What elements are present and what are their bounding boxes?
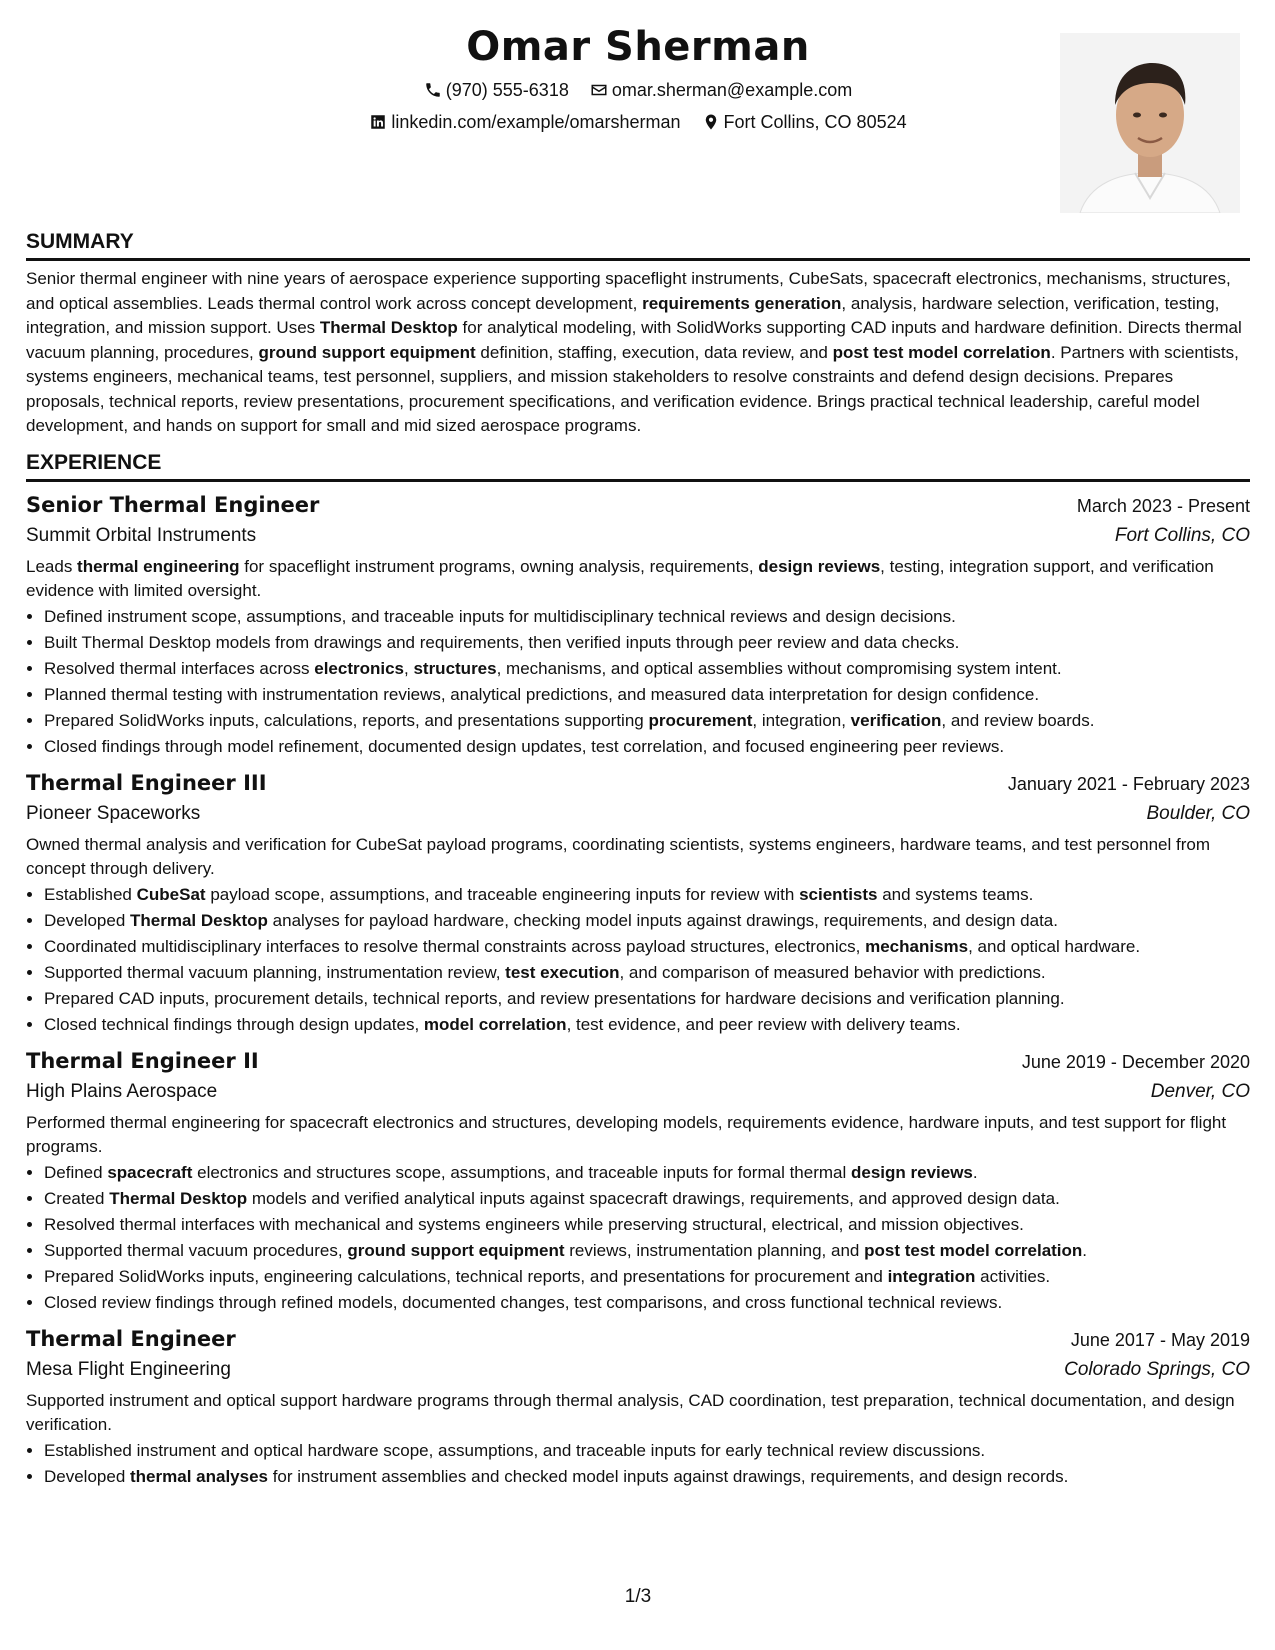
job-title: Thermal Engineer — [26, 1326, 236, 1351]
profile-photo — [1060, 33, 1240, 213]
text-run: Closed findings through model refinement, documented design updates, test correlation, and focused engineering peer reviews. — [44, 737, 1005, 756]
text-run: Senior thermal engineer with nine years of aerospace experience supporting spaceflight instruments, CubeSats, spacecraft electronics, mechanisms, structures, and optical assemblies. Leads thermal control work across concept development, — [26, 269, 1231, 313]
text-run: electronics and structures scope, assumptions, and traceable inputs for formal thermal — [192, 1163, 851, 1182]
job-description — [26, 555, 1250, 604]
achievement-item — [44, 1239, 1250, 1264]
linkedin-icon — [369, 113, 387, 131]
text-run: activities. — [975, 1267, 1051, 1286]
job-description — [26, 833, 1250, 882]
email-text: omar.sherman@example.com — [611, 80, 853, 100]
achievement-item — [44, 1465, 1250, 1490]
emphasis-text: Thermal Desktop — [130, 911, 268, 930]
job-header — [26, 1046, 1250, 1077]
job-subheader — [26, 1355, 1250, 1385]
text-run: and systems teams. — [877, 885, 1034, 904]
company-name: High Plains Aerospace — [26, 1080, 218, 1102]
text-run: Resolved thermal interfaces with mechanical and systems engineers while preserving structural, electrical, and mission objectives. — [44, 1215, 1024, 1234]
job-header — [26, 768, 1250, 799]
text-run: for instrument assemblies and checked model inputs against drawings, requirements, and design records. — [267, 1467, 1069, 1486]
text-run: Resolved thermal interfaces across — [44, 659, 315, 678]
job-title: Thermal Engineer II — [26, 1048, 259, 1073]
achievement-list — [26, 1439, 1250, 1490]
job-header — [26, 1324, 1250, 1355]
emphasis-text: post test model correlation — [864, 1241, 1083, 1260]
contact-linkedin[interactable] — [369, 110, 680, 134]
achievement-item — [44, 1213, 1250, 1238]
text-run: , integration, — [752, 711, 851, 730]
text-run: Supported thermal vacuum procedures, — [44, 1241, 348, 1260]
achievement-list — [26, 1161, 1250, 1316]
text-run: . Partners with scientists, systems engineers, mechanical teams, test personnel, suppliers, and mission stakeholders to resolve constraints and defend design decisions. Prepares proposals, technical reports, review presentations, procurement specifications, and verification evidence. Brings practical technical leadership, careful model development, and hands on support for small and mid sized aerospace programs. — [26, 342, 1239, 435]
emphasis-text: structures — [413, 659, 497, 678]
experience-section — [26, 449, 1250, 1490]
summary-section — [26, 228, 1250, 439]
job-entry — [26, 1046, 1250, 1316]
job-subheader — [26, 799, 1250, 829]
job-header — [26, 490, 1250, 521]
text-run: , testing, integration support, and verification evidence with limited oversight. — [26, 556, 1214, 600]
emphasis-text: mechanisms — [865, 937, 969, 956]
text-run: , mechanisms, and optical assemblies without compromising system intent. — [496, 659, 1062, 678]
achievement-item — [44, 987, 1250, 1012]
emphasis-text: ground support equipment — [347, 1241, 565, 1260]
text-run: Performed thermal engineering for spacecraft electronics and structures, developing models, requirements evidence, hardware inputs, and test support for flight programs. — [26, 1112, 1227, 1156]
job-title: Senior Thermal Engineer — [26, 492, 320, 517]
text-run: reviews, instrumentation planning, and — [564, 1241, 865, 1260]
company-name: Summit Orbital Instruments — [26, 524, 257, 546]
text-run: Built Thermal Desktop models from drawings and requirements, then verified inputs through peer review and data checks. — [44, 633, 960, 652]
emphasis-text: Thermal Desktop — [109, 1189, 248, 1208]
resume-header — [26, 0, 1250, 218]
text-run: , analysis, hardware selection, verification, testing, integration, and mission support. Uses — [26, 293, 1220, 337]
company-name: Pioneer Spaceworks — [26, 802, 201, 824]
job-location: Boulder, CO — [1146, 802, 1250, 824]
job-subheader — [26, 521, 1250, 551]
emphasis-text: integration — [887, 1267, 976, 1286]
text-run: analyses for payload hardware, checking model inputs against drawings, requirements, and design data. — [267, 911, 1058, 930]
text-run: for analytical modeling, with SolidWorks supporting CAD inputs and hardware definition. Directs thermal vacuum planning, procedures, — [26, 318, 1242, 362]
achievement-item — [44, 1265, 1250, 1290]
job-dates: January 2021 - February 2023 — [1007, 773, 1250, 794]
text-run: , and review boards. — [941, 711, 1095, 730]
text-run: , — [404, 659, 414, 678]
resume-page — [26, 0, 1250, 1650]
job-entry — [26, 1324, 1250, 1490]
summary-heading: SUMMARY — [26, 228, 1250, 261]
candidate-name: Omar Sherman — [466, 24, 810, 70]
emphasis-text: thermal analyses — [130, 1467, 268, 1486]
job-location: Fort Collins, CO — [1114, 524, 1250, 546]
text-run: Supported instrument and optical support hardware programs through thermal analysis, CAD coordination, test preparation, technical documentation, and design verification. — [26, 1390, 1235, 1434]
text-run: Defined — [44, 1163, 108, 1182]
emphasis-text: design reviews — [758, 556, 881, 576]
map-pin-icon — [702, 113, 720, 131]
experience-heading: EXPERIENCE — [26, 449, 1250, 482]
achievement-item — [44, 709, 1250, 734]
job-entry — [26, 490, 1250, 760]
text-run: , and optical hardware. — [968, 937, 1141, 956]
linkedin-text: linkedin.com/example/omarsherman — [391, 112, 681, 132]
contact-location — [702, 110, 907, 134]
emphasis-text: model correlation — [423, 1015, 567, 1034]
job-description — [26, 1111, 1250, 1160]
page-number: 1/3 — [624, 1586, 652, 1607]
text-run: , and comparison of measured behavior with predictions. — [619, 963, 1046, 982]
achievement-item — [44, 909, 1250, 934]
job-description — [26, 1389, 1250, 1438]
phone-icon — [424, 81, 442, 99]
text-run: Prepared CAD inputs, procurement details, technical reports, and review presentations for hardware decisions and verification planning. — [44, 989, 1065, 1008]
text-run: Established — [44, 885, 137, 904]
text-run: Defined instrument scope, assumptions, and traceable inputs for multidisciplinary technical reviews and design decisions. — [44, 607, 956, 626]
emphasis-text: post test model correlation — [832, 342, 1051, 362]
emphasis-text: Thermal Desktop — [319, 318, 458, 337]
achievement-item — [44, 883, 1250, 908]
achievement-item — [44, 935, 1250, 960]
job-title: Thermal Engineer III — [26, 770, 267, 795]
text-run: payload scope, assumptions, and traceable engineering inputs for review with — [205, 885, 800, 904]
emphasis-text: electronics — [314, 659, 404, 678]
text-run: Closed review findings through refined models, documented changes, test comparisons, and cross functional technical reviews. — [44, 1293, 1003, 1312]
text-run: . — [972, 1163, 978, 1182]
text-run: Leads — [26, 556, 78, 576]
achievement-item — [44, 657, 1250, 682]
achievement-item — [44, 605, 1250, 630]
text-run: Planned thermal testing with instrumentation reviews, analytical predictions, and measured data interpretation for design confidence. — [44, 685, 1040, 704]
achievement-item — [44, 1187, 1250, 1212]
emphasis-text: spacecraft — [107, 1163, 193, 1182]
summary-text — [26, 267, 1250, 439]
text-run: Coordinated multidisciplinary interfaces to resolve thermal constraints across payload structures, electronics, — [44, 937, 866, 956]
job-dates: March 2023 - Present — [1076, 495, 1250, 516]
text-run: Created — [44, 1189, 110, 1208]
job-entry — [26, 768, 1250, 1038]
achievement-item — [44, 631, 1250, 656]
emphasis-text: CubeSat — [136, 885, 206, 904]
achievement-list — [26, 883, 1250, 1038]
text-run: Closed technical findings through design updates, — [44, 1015, 424, 1034]
achievement-item — [44, 735, 1250, 760]
text-run: . — [1082, 1241, 1088, 1260]
job-subheader — [26, 1077, 1250, 1107]
text-run: Supported thermal vacuum planning, instrumentation review, — [44, 963, 506, 982]
job-location: Denver, CO — [1150, 1080, 1250, 1102]
job-dates: June 2017 - May 2019 — [1070, 1329, 1250, 1350]
emphasis-text: scientists — [799, 885, 878, 904]
job-list — [26, 490, 1250, 1490]
achievement-item — [44, 1291, 1250, 1316]
phone-text: (970) 555-6318 — [445, 80, 569, 100]
contact-phone — [424, 78, 569, 102]
achievement-item — [44, 1439, 1250, 1464]
text-run: , test evidence, and peer review with delivery teams. — [566, 1015, 961, 1034]
location-text: Fort Collins, CO 80524 — [723, 112, 907, 132]
emphasis-text: design reviews — [850, 1163, 973, 1182]
job-location: Colorado Springs, CO — [1064, 1358, 1250, 1380]
text-run: definition, staffing, execution, data review, and — [475, 342, 833, 362]
emphasis-text: thermal engineering — [77, 556, 240, 576]
achievement-item — [44, 1013, 1250, 1038]
emphasis-text: test execution — [505, 963, 620, 982]
achievement-item — [44, 1161, 1250, 1186]
text-run: Prepared SolidWorks inputs, calculations, reports, and presentations supporting — [44, 711, 649, 730]
emphasis-text: ground support equipment — [258, 342, 476, 362]
text-run: Owned thermal analysis and verification for CubeSat payload programs, coordinating scientists, systems engineers, hardware teams, and test personnel from concept through delivery. — [26, 834, 1210, 878]
contact-email[interactable] — [590, 78, 852, 102]
company-name: Mesa Flight Engineering — [26, 1358, 231, 1380]
text-run: Developed — [44, 911, 131, 930]
emphasis-text: procurement — [648, 711, 753, 730]
emphasis-text: requirements generation — [642, 293, 842, 313]
emphasis-text: verification — [850, 711, 942, 730]
achievement-list — [26, 605, 1250, 760]
text-run: Established instrument and optical hardware scope, assumptions, and traceable inputs for early technical review discussions. — [44, 1441, 986, 1460]
envelope-icon — [590, 81, 608, 99]
job-dates: June 2019 - December 2020 — [1021, 1051, 1250, 1072]
text-run: Prepared SolidWorks inputs, engineering calculations, technical reports, and presentations for procurement and — [44, 1267, 888, 1286]
achievement-item — [44, 683, 1250, 708]
text-run: for spaceflight instrument programs, owning analysis, requirements, — [239, 556, 759, 576]
text-run: Developed — [44, 1467, 131, 1486]
achievement-item — [44, 961, 1250, 986]
text-run: models and verified analytical inputs against spacecraft drawings, requirements, and approved design data. — [247, 1189, 1060, 1208]
